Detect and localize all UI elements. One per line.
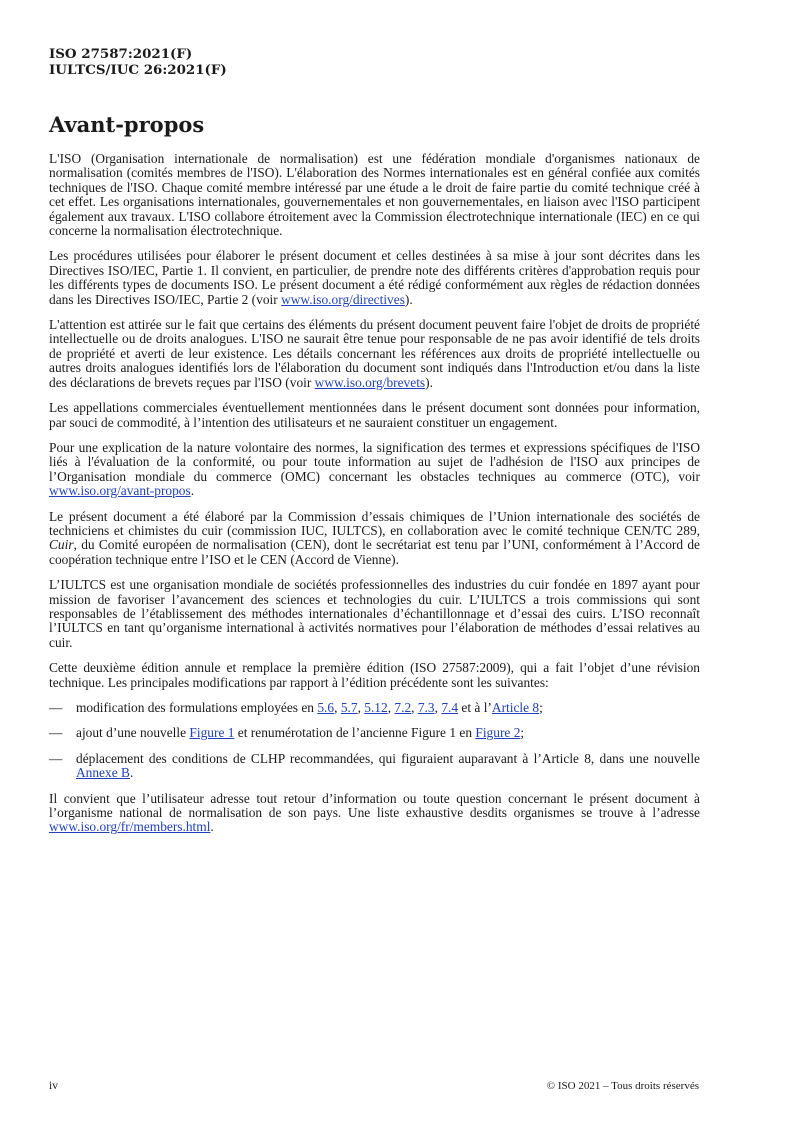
avant-propos-link[interactable]: www.iso.org/avant-propos (49, 483, 191, 499)
paragraph-2: Les procédures utilisées pour élaborer le présent document et celles destinées à sa mise à jour sont décrites dans les Directives ISO/IEC, Partie 1. Il convient, en particulier, de prendre note des différents critères d'approbation requis pour les différents types de documents ISO. Le présent document a été rédigé conformément aux règles de rédaction données dans les Directives ISO/IEC, Partie 2 (voir www.iso.org/directives). (49, 248, 700, 307)
dash-bullet: — (49, 725, 63, 741)
figure-2-link[interactable]: Figure 2 (475, 725, 521, 741)
paragraph-1: L'ISO (Organisation internationale de normalisation) est une fédération mondiale d'organismes nationaux de normalisation (comités membres de l'ISO). L'élaboration des Normes internationales est en général confiée aux comités techniques de l'ISO. Chaque comité membre intéressé par une étude a le droit de faire partie du comité technique créé à cet effet. Les organisations internationales, gouvernementales et non gouvernementales, en liaison avec l'ISO participent également aux travaux. L'ISO collabore étroitement avec la Commission électrotechnique internationale (IEC) en ce qui concerne la normalisation électrotechnique. (49, 151, 700, 239)
clause-5-6-link[interactable]: 5.6 (317, 700, 335, 715)
modifications-list (49, 701, 700, 781)
paragraph-8: Cette deuxième édition annule et remplace la première édition (ISO 27587:2009), qui a fait l’objet d’une révision technique. Les principales modifications par rapport à l’édition précédente sont les suivantes: (49, 660, 700, 690)
list-item: — ajout d’une nouvelle Figure 1 et renumérotation de l’ancienne Figure 1 en Figure 2; (49, 725, 525, 741)
brevets-link[interactable]: www.iso.org/brevets (314, 374, 426, 390)
doc-id-line-1: ISO 27587:2021(F) (49, 46, 193, 62)
paragraph-7: L’IULTCS est une organisation mondiale de sociétés professionnelles des industries du cuir fondée en 1897 ayant pour mission de favoriser l’avancement des sciences et technologies du cuir. L’IULTCS a trois commissions qui sont responsables de l’établissement des méthodes internationales d’échantillonnage et d’essai des cuirs. L’ISO reconnaît l’IULTCS en tant qu’organisme international à activités normatives pour l’élaboration de méthodes d’essai relatives au cuir. (49, 577, 700, 650)
figure-1-link[interactable]: Figure 1 (189, 725, 235, 741)
foreword-body (49, 152, 700, 846)
page-number: iv (49, 1080, 58, 1092)
members-link[interactable]: www.iso.org/fr/members.html (49, 819, 211, 835)
clause-7-4-link[interactable]: 7.4 (441, 700, 459, 715)
clause-5-12-link[interactable]: 5.12 (364, 700, 388, 715)
paragraph-6: Le présent document a été élaboré par la Commission d’essais chimiques de l’Union internationale des sociétés de techniciens et chimistes du cuir (commission IUC, IULTCS), en collaboration avec le comité technique CEN/TC 289, Cuir, du Comité européen de normalisation (CEN), dont le secrétariat est tenu par l’UNI, conformément à l’Accord de coopération technique entre l’ISO et le CEN (Accord de Vienne). (49, 508, 700, 567)
dash-bullet: — (49, 750, 63, 766)
paragraph-4: Les appellations commerciales éventuellement mentionnées dans le présent document sont données pour information, par souci de commodité, à l’intention des utilisateurs et ne sauraient constituer un engagement. (49, 400, 700, 430)
paragraph-3: L'attention est attirée sur le fait que certains des éléments du présent document peuvent faire l'objet de droits de propriété intellectuelle ou de droits analogues. L'ISO ne saurait être tenue pour responsable de ne pas avoir identifié de tels droits de propriété et averti de leur existence. Les détails concernant les références aux droits de propriété intellectuelle ou autres droits analogues identifiés lors de l'élaboration du document sont indiqués dans l'Introduction et/ou dans la liste des déclarations de brevets reçues par l'ISO (voir www.iso.org/brevets). (49, 317, 700, 390)
document-identifier (49, 46, 227, 78)
list-item: — modification des formulations employées en 5.6, 5.7, 5.12, 7.2, 7.3, 7.4 et à l’Article 8; (49, 700, 543, 715)
copyright-notice: © ISO 2021 – Tous droits réservés (546, 1080, 699, 1092)
annexe-b-link[interactable]: Annexe B (76, 765, 130, 781)
list-item: — déplacement des conditions de CLHP recommandées, qui figuraient auparavant à l’Article 8, dans une nouvelle Annexe B. (49, 750, 700, 781)
dash-bullet: — (49, 700, 63, 715)
page-title: Avant-propos (49, 112, 205, 137)
doc-id-line-2: IULTCS/IUC 26:2021(F) (49, 62, 227, 78)
directives-link[interactable]: www.iso.org/directives (281, 291, 405, 307)
clause-7-3-link[interactable]: 7.3 (417, 700, 435, 715)
paragraph-5: Pour une explication de la nature volontaire des normes, la signification des termes et expressions spécifiques de l'ISO liés à l'évaluation de la conformité, ou pour toute information au sujet de l'adhésion de l'ISO aux principes de l’Organisation mondiale du commerce (OMC) concernant les obstacles techniques au commerce (OTC), voir www.iso.org/avant-propos. (49, 439, 700, 499)
paragraph-9: Il convient que l’utilisateur adresse tout retour d’information ou toute question concernant le présent document à l’organisme national de normalisation de son pays. Une liste exhaustive desdits organismes se trouve à l’adresse www.iso.org/fr/members.html. (49, 790, 700, 835)
clause-7-2-link[interactable]: 7.2 (394, 700, 412, 715)
clause-5-7-link[interactable]: 5.7 (340, 700, 358, 715)
article-8-link[interactable]: Article 8 (491, 700, 540, 715)
